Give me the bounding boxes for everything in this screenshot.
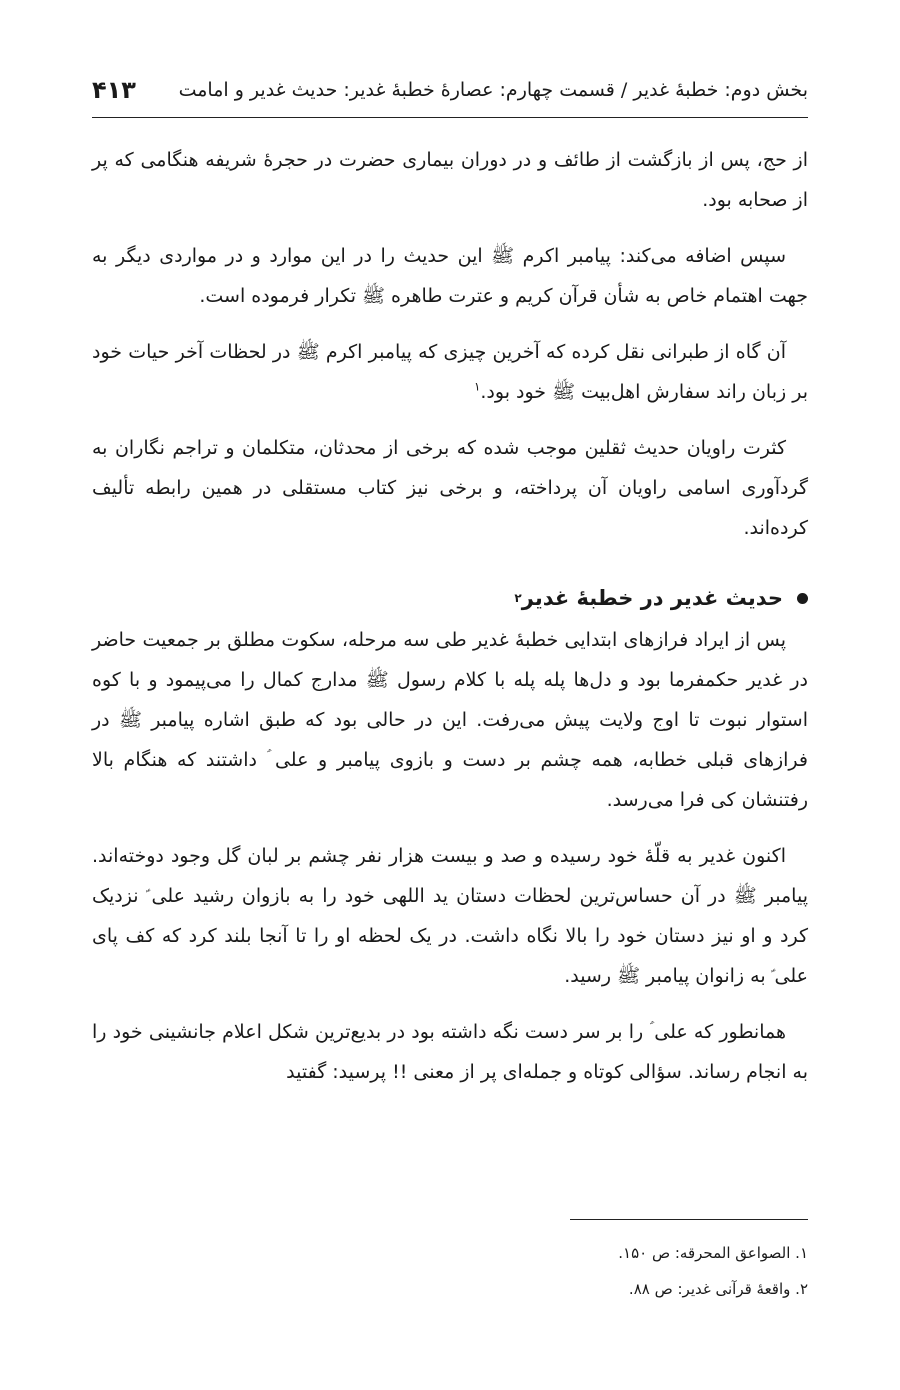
paragraph-3-text: آن گاه از طبرانی نقل کرده که آخرین چیزی که پیامبر اکرم ﷺ در لحظات آخر حیات خود بر زبان راند سفارش اهل‌بیت ﷺ خود بود. <box>92 341 808 403</box>
footnotes <box>92 1235 808 1307</box>
book-page <box>92 0 808 1390</box>
paragraph-5: پس از ایراد فرازهای ابتدایی خطبهٔ غدیر طی سه مرحله، سکوت مطلق بر جمعیت حاضر در غدیر حکمفرما بود و دل‌ها پله پله با کلام رسول ﷺ مدارج کمال را می‌پیمود و با کوه استوار نبوت تا اوج ولایت پیش می‌رفت. این در حالی بود که طبق اشاره پیامبر ﷺ در فرازهای قبلی خطابه، همه چشم بر دست و بازوی پیامبر و علی ؑ داشتند که هنگام بالا رفتنشان کی فرا می‌رسد. <box>92 629 808 811</box>
running-header <box>92 70 808 110</box>
header-divider <box>92 117 808 118</box>
paragraph-3 <box>92 332 808 412</box>
page-number: ۴۱۳ <box>92 76 136 104</box>
section-heading-text: حدیث غدیر در خطبهٔ غدیر <box>521 586 783 610</box>
footnote-1: ۱. الصواعق المحرقه: ص ۱۵۰. <box>618 1244 808 1262</box>
footnote-ref-1: ۱ <box>473 379 481 394</box>
footnote-2: ۲. واقعهٔ قرآنی غدیر: ص ۸۸. <box>628 1280 808 1298</box>
body-text <box>92 140 808 1108</box>
bullet-icon <box>797 593 808 604</box>
paragraph-6: اکنون غدیر به قلّهٔ خود رسیده و صد و بیست هزار نفر چشم بر لبان گل وجود دوخته‌اند. پیامبر ﷺ در آن حساس‌ترین لحظات دستان ید اللهی خود را به بازوان رشید علی ؑ نزدیک کرد و او نیز دستان خود را بالا نگاه داشت. در یک لحظه او را تا آنجا بلند کرد که کف پای علی ؑ به زانوان پیامبر ﷺ رسید. <box>92 845 808 987</box>
paragraph-4: کثرت راویان حدیث ثقلین موجب شده که برخی از محدثان، متکلمان و تراجم نگاران به گردآوری اسامی راویان آن پرداخته، و برخی نیز کتاب مستقلی در همین رابطه تألیف کرده‌اند. <box>92 437 808 539</box>
section-heading: حدیث غدیر در خطبهٔ غدیر ۲ <box>92 576 808 620</box>
paragraph-2: سپس اضافه می‌کند: پیامبر اکرم ﷺ این حدیث را در این موارد و در مواردی دیگر به جهت اهتمام خاص به شأن قرآن کریم و عترت طاهره ﷺ تکرار فرموده است. <box>92 245 808 307</box>
paragraph-7: همانطور که علی ؑ را بر سر دست نگه داشته بود در بدیع‌ترین شکل اعلام جانشینی خود را به انجام رساند. سؤالی کوتاه و جمله‌ای پر از معنی !! پرسید: گفتید <box>92 1021 808 1083</box>
header-title: بخش دوم: خطبهٔ غدیر / قسمت چهارم: عصارهٔ خطبهٔ غدیر: حدیث غدیر و امامت <box>178 79 808 101</box>
paragraph-1: از حج، پس از بازگشت از طائف و در دوران بیماری حضرت در حجرهٔ شریفه هنگامی که پر از صحابه بود. <box>92 149 808 211</box>
footnote-divider <box>570 1219 808 1220</box>
